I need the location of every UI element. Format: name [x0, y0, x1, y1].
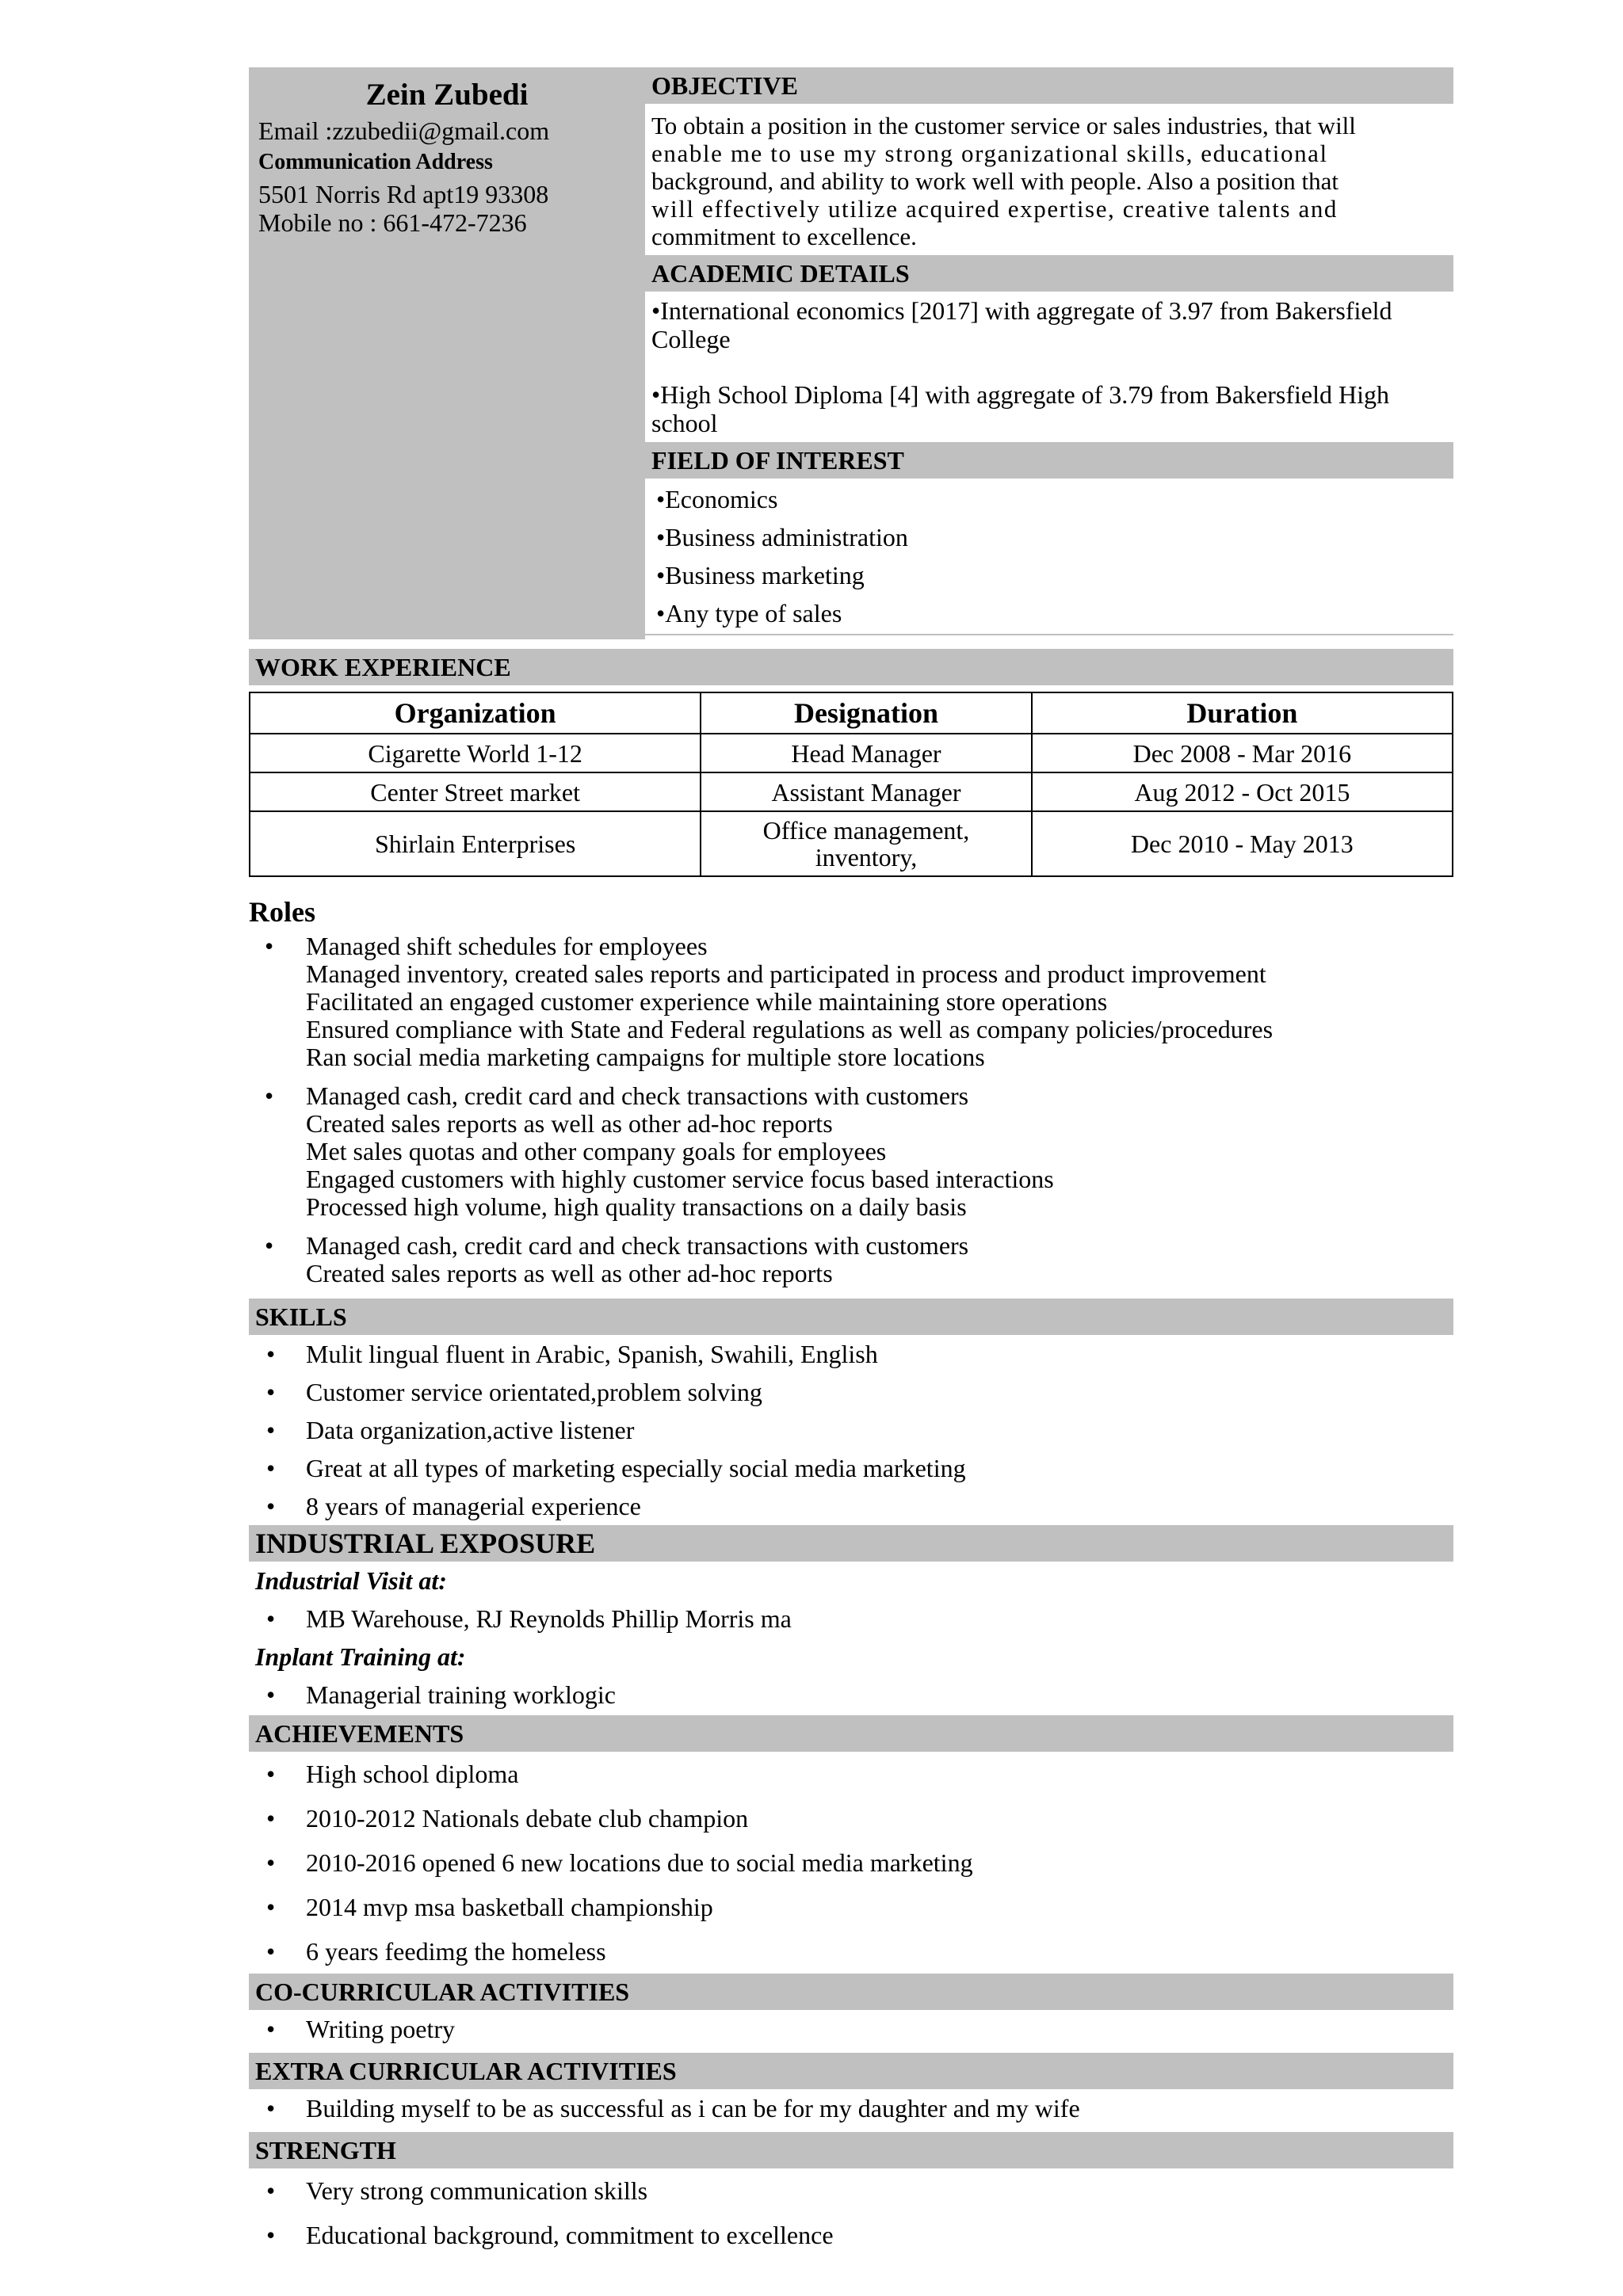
inplant-training-list [249, 1676, 1453, 1714]
industrial-exposure-heading: INDUSTRIAL EXPOSURE [249, 1525, 1453, 1562]
academic-item: •International economics [2017] with aggregate of 3.97 from Bakersfield College [651, 296, 1392, 353]
roles-group [249, 1082, 1453, 1221]
table-cell: Aug 2012 - Oct 2015 [1032, 772, 1453, 811]
mobile-text: Mobile no : 661-472-7236 [258, 208, 527, 237]
interest-list [645, 479, 1453, 635]
contact-panel [249, 67, 645, 639]
role-line: Created sales reports as well as other ad-hoc reports [306, 1259, 833, 1287]
list-item [249, 2213, 1453, 2257]
list-item [249, 1373, 1453, 1411]
industrial-visit-list [249, 1600, 1453, 1638]
bullet-icon: • [266, 1604, 276, 1633]
training-text: Managerial training worklogic [306, 1680, 616, 1709]
extra-curricular-list [249, 2089, 1453, 2127]
achievement-text: High school diploma [306, 1760, 519, 1788]
co-curricular-heading: CO-CURRICULAR ACTIVITIES [249, 1974, 1453, 2010]
bullet-icon: • [266, 1680, 276, 1709]
skill-text: Data organization,active listener [306, 1416, 635, 1444]
column-header: Duration [1032, 692, 1453, 734]
role-line: Ensured compliance with State and Federal regulations as well as company policies/procedures [306, 1015, 1274, 1043]
co-curricular-list [249, 2010, 1453, 2048]
strength-text: Very strong communication skills [306, 2176, 648, 2205]
bullet-icon: • [266, 1893, 276, 1921]
bullet-icon: • [265, 1231, 274, 1260]
achievements-list [249, 1752, 1453, 1974]
strength-list [249, 2168, 1453, 2257]
role-line: Managed cash, credit card and check transactions with customers [306, 1231, 969, 1260]
interest-item: •Business administration [656, 523, 908, 551]
address-text: 5501 Norris Rd apt19 93308 [258, 180, 549, 208]
bullet-icon: • [266, 2176, 276, 2205]
skill-text: Great at all types of marketing especially social media marketing [306, 1454, 966, 1482]
inplant-training-label: Inplant Training at: [255, 1642, 466, 1671]
table-cell: Dec 2008 - Mar 2016 [1032, 734, 1453, 772]
role-line: Facilitated an engaged customer experience while maintaining store operations [306, 987, 1108, 1016]
table-cell: Office management, inventory, [701, 811, 1031, 876]
interest-item: •Business marketing [656, 561, 865, 589]
interest-heading: FIELD OF INTEREST [645, 442, 1453, 479]
list-item [249, 2089, 1453, 2127]
candidate-name: Zein Zubedi [365, 78, 529, 112]
bullet-icon: • [265, 932, 274, 960]
table-cell: Head Manager [701, 734, 1031, 772]
strength-text: Educational background, commitment to excellence [306, 2221, 834, 2249]
list-item [249, 1752, 1453, 1796]
role-line: Engaged customers with highly customer service focus based interactions [306, 1165, 1054, 1193]
table-cell: Cigarette World 1-12 [250, 734, 701, 772]
table-cell: Shirlain Enterprises [250, 811, 701, 876]
list-item [249, 1335, 1453, 1373]
skill-text: Customer service orientated,problem solving [306, 1378, 762, 1406]
list-item [249, 1411, 1453, 1449]
objective-line: To obtain a position in the customer service or sales industries, that will [651, 112, 1356, 139]
role-line: Managed cash, credit card and check transactions with customers [306, 1081, 969, 1110]
activity-text: Writing poetry [306, 2015, 455, 2043]
visit-text: MB Warehouse, RJ Reynolds Phillip Morris ma [306, 1604, 792, 1633]
list-item [249, 1929, 1453, 1974]
objective-line: enable me to use my strong organizational skills, educational [651, 139, 1328, 167]
extra-curricular-heading: EXTRA CURRICULAR ACTIVITIES [249, 2053, 1453, 2089]
list-item [249, 1600, 1453, 1638]
table-cell: Assistant Manager [701, 772, 1031, 811]
achievement-text: 2010-2016 opened 6 new locations due to social media marketing [306, 1848, 973, 1877]
interest-item: •Any type of sales [656, 599, 842, 627]
header-block [249, 67, 1453, 639]
objective-line: commitment to excellence. [651, 223, 917, 250]
strength-heading: STRENGTH [249, 2132, 1453, 2168]
list-item [249, 1840, 1453, 1885]
list-item [249, 1796, 1453, 1840]
list-item [249, 2010, 1453, 2048]
skills-heading: SKILLS [249, 1299, 1453, 1335]
achievement-text: 6 years feedimg the homeless [306, 1937, 606, 1966]
skills-list [249, 1335, 1453, 1525]
table-header-row [250, 692, 1453, 734]
academic-heading: ACADEMIC DETAILS [645, 255, 1453, 292]
bullet-icon: • [266, 1848, 276, 1877]
bullet-icon: • [266, 1454, 276, 1482]
column-header: Designation [701, 692, 1031, 734]
list-item [249, 1885, 1453, 1929]
bullet-icon: • [266, 1760, 276, 1788]
bullet-icon: • [266, 1416, 276, 1444]
table-row [250, 734, 1453, 772]
bullet-icon: • [266, 1492, 276, 1520]
summary-panel [645, 67, 1453, 639]
role-line: Managed shift schedules for employees [306, 932, 708, 960]
work-experience-heading: WORK EXPERIENCE [249, 649, 1453, 685]
bullet-icon: • [266, 1340, 276, 1368]
table-row [250, 811, 1453, 876]
role-line: Processed high volume, high quality transactions on a daily basis [306, 1192, 967, 1221]
bullet-icon: • [266, 2221, 276, 2249]
academic-list [645, 292, 1453, 442]
interest-item: •Economics [656, 485, 778, 513]
achievement-text: 2010-2012 Nationals debate club champion [306, 1804, 749, 1833]
activity-text: Building myself to be as successful as i can be for my daughter and my wife [306, 2094, 1080, 2122]
table-cell: Dec 2010 - May 2013 [1032, 811, 1453, 876]
roles-list [249, 933, 1453, 1287]
role-line: Ran social media marketing campaigns for multiple store locations [306, 1043, 985, 1071]
role-line: Created sales reports as well as other ad-hoc reports [306, 1109, 833, 1138]
objective-text [645, 104, 1453, 255]
list-item [249, 1487, 1453, 1525]
column-header: Organization [250, 692, 701, 734]
communication-address-label: Communication Address [258, 150, 493, 174]
objective-line: will effectively utilize acquired expertise, creative talents and [651, 195, 1338, 223]
email-text: Email :zzubedii@gmail.com [258, 116, 550, 145]
bullet-icon: • [266, 1804, 276, 1833]
skill-text: 8 years of managerial experience [306, 1492, 641, 1520]
role-line: Met sales quotas and other company goals for employees [306, 1137, 887, 1165]
bullet-icon: • [266, 1378, 276, 1406]
work-experience-table [249, 692, 1453, 877]
bullet-icon: • [265, 1081, 274, 1110]
roles-group [249, 1232, 1453, 1287]
academic-item: •High School Diploma [4] with aggregate of 3.79 from Bakersfield High school [651, 380, 1389, 437]
industrial-visit-label: Industrial Visit at: [255, 1566, 447, 1595]
roles-group [249, 933, 1453, 1071]
resume-page [249, 67, 1453, 2257]
achievement-text: 2014 mvp msa basketball championship [306, 1893, 713, 1921]
roles-title: Roles [249, 896, 315, 928]
bullet-icon: • [266, 2094, 276, 2122]
table-cell: Center Street market [250, 772, 701, 811]
role-line: Managed inventory, created sales reports and participated in process and product improvement [306, 959, 1266, 988]
achievements-heading: ACHIEVEMENTS [249, 1715, 1453, 1752]
skill-text: Mulit lingual fluent in Arabic, Spanish, Swahili, English [306, 1340, 878, 1368]
bullet-icon: • [266, 1937, 276, 1966]
bullet-icon: • [266, 2015, 276, 2043]
objective-line: background, and ability to work well with people. Also a position that [651, 167, 1339, 195]
list-item [249, 1676, 1453, 1714]
table-row [250, 772, 1453, 811]
objective-heading: OBJECTIVE [645, 67, 1453, 104]
list-item [249, 1449, 1453, 1487]
list-item [249, 2168, 1453, 2213]
